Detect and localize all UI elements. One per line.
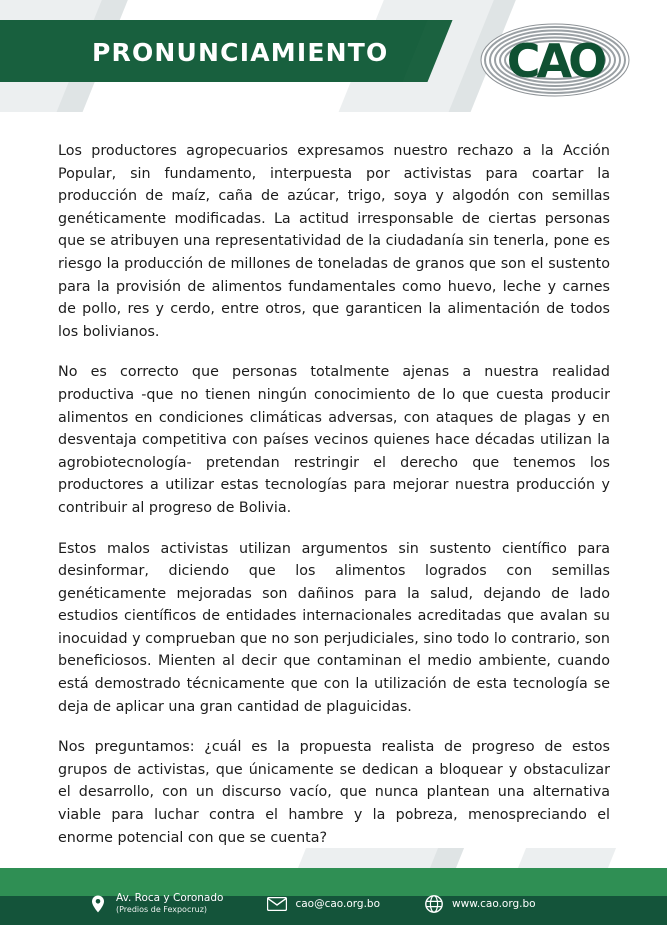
- paragraph: Los productores agropecuarios expresamos nuestro rechazo a la Acción Popular, sin fundamento, interpuesta por activistas para coartar la producción de maíz, caña de azúcar, trigo, soya y algodón con semillas genéticamente modificadas. La actitud irresponsable de ciertas personas que se atribuyen una representatividad de la ciudadanía sin tenerla, pone es riesgo la producción de millones de toneladas de granos que son el sustento para la provisión de alimentos fundamentales como huevo, leche y carnes de pollo, res y cerdo, entre otros, que garanticen la alimentación de todos los bolivianos.: [58, 143, 610, 340]
- footer-address-line2: (Predios de Fexpocruz): [116, 905, 208, 914]
- location-pin-icon: [88, 894, 108, 914]
- document-body: [58, 140, 610, 849]
- page-title: PRONUNCIAMIENTO: [92, 38, 389, 67]
- footer-email[interactable]: [267, 894, 380, 914]
- footer-website[interactable]: [424, 894, 536, 914]
- cao-logo: [479, 22, 631, 98]
- footer-address-line1: Av. Roca y Coronado: [116, 892, 224, 904]
- paragraph: Estos malos activistas utilizan argumentos sin sustento científico para desinformar, diciendo que los alimentos logrados con semillas genéticamente mejoradas son dañinos para la salud, dejando de lado estudios científicos de entidades internacionales acreditadas que avalan su inocuidad y comprueban que no son perjudiciales, sino todo lo contrario, son beneficiosos. Mienten al decir que contaminan el medio ambiente, cuando está demostrado técnicamente que con la utilización de esta tecnología se deja de aplicar una gran cantidad de plaguicidas.: [58, 540, 610, 715]
- paragraph: Nos preguntamos: ¿cuál es la propuesta realista de progreso de estos grupos de activistas, que únicamente se dedican a bloquear y obstaculizar el desarrollo, con un discurso vacío, que nunca plantean una alternativa viable para luchar contra el hambre y la pobreza, menospreciando el enorme potencial con que se cuenta?: [58, 739, 610, 846]
- footer-address-text: [116, 892, 223, 916]
- envelope-icon: [267, 894, 287, 914]
- svg-text:CAO: CAO: [506, 34, 604, 88]
- globe-icon: [424, 894, 444, 914]
- footer-contact-list: [0, 884, 667, 924]
- footer-address: [88, 892, 223, 916]
- header-divider: [0, 112, 667, 118]
- footer-email-text: cao@cao.org.bo: [295, 898, 381, 910]
- document-header: [0, 0, 667, 118]
- footer-website-text: www.cao.org.bo: [452, 898, 536, 910]
- paragraph: No es correcto que personas totalmente ajenas a nuestra realidad productiva -que no tienen ningún conocimiento de lo que cuesta producir alimentos en condiciones climáticas adversas, con ataques de plagas y en desventaja competitiva con países vecinos quienes hace décadas utilizan la agrobiotecnología- pretendan restringir el derecho que tenemos los productores a utilizar estas tecnologías para mejorar nuestra producción y contribuir al progreso de Bolivia.: [58, 364, 610, 516]
